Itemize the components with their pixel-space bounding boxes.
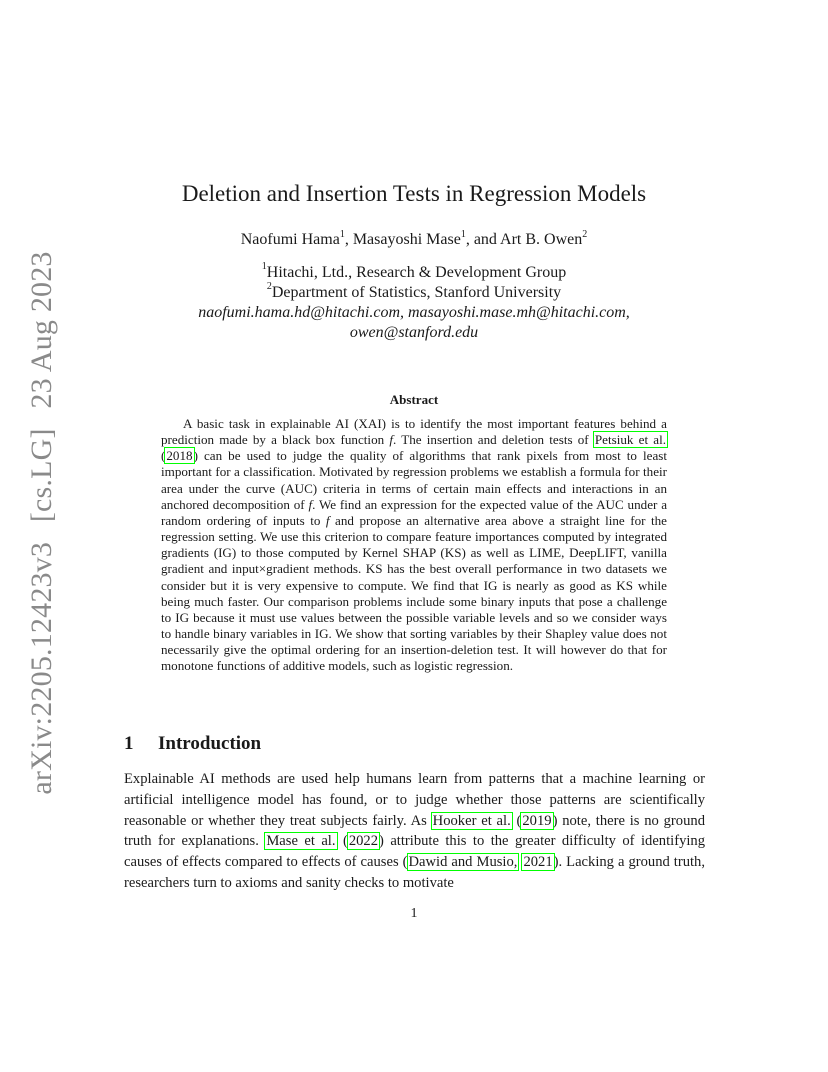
math-symbol: f (325, 512, 330, 528)
citation-year-link[interactable]: 2021 (523, 854, 553, 871)
author-separator: , (344, 231, 353, 248)
abstract-text: ) can be used to judge the quality of algorithms that rank pixels from most to least important for a classification. Motivated by regression problems we establish a formula for their area under the curve (AUC) criteria in terms of certain main effects and interactions in an anchored decomposition of (161, 448, 667, 512)
affiliation-mark: 1 (460, 229, 466, 240)
email-line: owen@stanford.edu (349, 324, 479, 341)
email-line: naofumi.hama.hd@hitachi.com, masayoshi.mase.mh@hitachi.com, (198, 304, 630, 321)
section-heading (124, 733, 261, 755)
citation-link[interactable]: Hooker et al. (432, 812, 511, 829)
page-number: 1 (410, 906, 418, 921)
section-title: Introduction (158, 733, 262, 754)
math-symbol: f (308, 496, 313, 512)
abstract-text: A basic task in explainable AI (XAI) is to identify the most important features behind a prediction made by a black box function (161, 416, 667, 448)
citation-link[interactable]: Dawid and Musio, (408, 854, 518, 871)
author-separator: , and (465, 231, 501, 248)
abstract-paragraph (161, 416, 667, 675)
affiliations-block (0, 263, 828, 343)
abstract-heading: Abstract (389, 392, 439, 407)
abstract-text: . We find an expression for the expected value of the AUC under a random ordering of inputs to (161, 496, 668, 528)
arxiv-id[interactable]: arXiv:2205.12423v3 (25, 541, 58, 795)
citation-year-link[interactable]: 2022 (348, 833, 379, 850)
math-symbol: f (389, 432, 393, 448)
arxiv-category: [cs.LG] (25, 428, 58, 523)
abstract-text: ( (161, 448, 166, 464)
author-name: Masayoshi Mase (352, 231, 461, 248)
citation-link[interactable]: Mase et al. (266, 833, 336, 850)
body-text: ( (336, 833, 348, 850)
paper-title: Deletion and Insertion Tests in Regression Models (181, 181, 647, 206)
intro-paragraph (124, 769, 705, 894)
affiliation-line (0, 283, 828, 303)
author-name: Naofumi Hama (240, 231, 340, 248)
citation-link[interactable]: Petsiuk et al. (594, 432, 667, 448)
affiliation-text: Hitachi, Ltd., Research & Development Group (266, 264, 567, 281)
body-text: ) attribute this to the greater difficulty of identifying causes of effects compared to effects of causes ( (124, 833, 706, 871)
affiliation-mark: 1 (261, 261, 267, 272)
citation-year-link[interactable]: 2019 (522, 812, 552, 829)
author-list (0, 231, 828, 249)
citation-year-link[interactable]: 2018 (166, 448, 193, 464)
abstract-text: . The insertion and deletion tests of (393, 432, 594, 448)
body-text: Explainable AI methods are used help humans learn from patterns that a machine learning or artificial intelligence model has found, or to judge whether those patterns are scientifically reasonable or whether they treat subjects fairly. As (124, 771, 705, 829)
section-number: 1 (124, 733, 134, 754)
affiliation-mark: 2 (266, 281, 272, 292)
body-text: ( (511, 812, 522, 829)
affiliation-line (0, 263, 828, 283)
affiliation-mark: 1 (339, 229, 345, 240)
body-text: ). Lacking a ground truth, researchers turn to axioms and sanity checks to motivate (124, 854, 706, 891)
affiliation-mark: 2 (582, 229, 588, 240)
arxiv-date: 23 Aug 2023 (25, 251, 58, 409)
abstract-text: and propose an alternative area above a straight line for the regression setting. We use this criterion to compare feature importances computed by integrated gradients (IG) to those computed by Kernel SHAP (KS) as well as LIME, DeepLIFT, vanilla gradient and input×gradient methods. KS has the best overall performance in two datasets we consider but it is very expensive to compute. We find that IG is nearly as good as KS while being much faster. Our comparison problems include some binary inputs that pose a challenge to IG because it must use values between the possible variable levels and so we consider ways to handle binary variables in IG. We show that sorting variables by their Shapley value does not necessarily give the optimal ordering for an insertion-deletion test. It will however do that for monotone functions of additive models, such as logistic regression. (161, 512, 667, 674)
body-text: ) note, there is no ground truth for explanations. (124, 812, 705, 850)
author-name: Art B. Owen (500, 231, 583, 248)
affiliation-text: Department of Statistics, Stanford University (271, 284, 562, 301)
